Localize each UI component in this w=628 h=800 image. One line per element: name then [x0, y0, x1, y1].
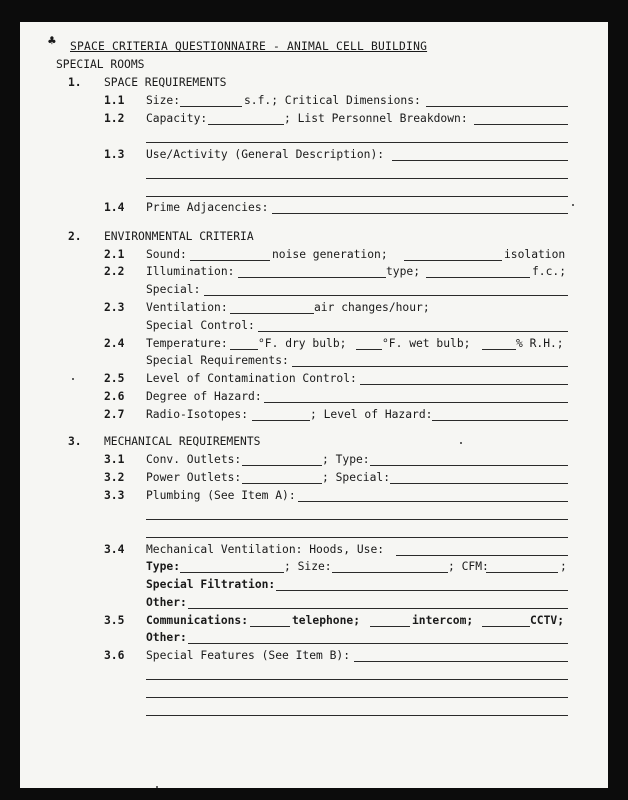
section-heading: MECHANICAL REQUIREMENTS: [104, 435, 261, 448]
degree-of-hazard-field[interactable]: [264, 402, 568, 403]
item-label: ; Type:: [322, 453, 370, 466]
section-heading: SPACE REQUIREMENTS: [104, 76, 227, 89]
hoods-use-field[interactable]: [396, 555, 568, 556]
item-number: 1.4: [104, 201, 125, 214]
use-activity-field[interactable]: [392, 160, 568, 161]
item-label: air changes/hour;: [314, 301, 430, 314]
section-number: 2.: [68, 230, 82, 243]
item-number: 3.4: [104, 543, 125, 556]
special-features-line[interactable]: [146, 715, 568, 716]
temperature-special-requirements-field[interactable]: [292, 366, 568, 367]
item-label: ;: [560, 560, 567, 573]
item-label: Illumination:: [146, 265, 235, 278]
item-label: Use/Activity (General Description):: [146, 148, 385, 161]
scan-speck: [156, 786, 158, 788]
item-label: Special Filtration:: [146, 578, 276, 591]
item-label: ; Size:: [284, 560, 332, 573]
telephone-field[interactable]: [250, 626, 290, 627]
item-number: 2.6: [104, 390, 125, 403]
item-label: Sound:: [146, 248, 187, 261]
item-number: 3.3: [104, 489, 125, 502]
item-label: isolation: [504, 248, 566, 261]
plumbing-line[interactable]: [146, 537, 568, 538]
sound-field[interactable]: [190, 260, 270, 261]
item-label: Power Outlets:: [146, 471, 242, 484]
item-label: Degree of Hazard:: [146, 390, 262, 403]
item-label: % R.H.;: [516, 337, 564, 350]
scan-speck: [572, 204, 574, 206]
dry-bulb-field[interactable]: [230, 349, 258, 350]
prime-adjacencies-field[interactable]: [272, 213, 568, 214]
item-label: Prime Adjacencies:: [146, 201, 269, 214]
illumination-field[interactable]: [238, 277, 386, 278]
special-features-line[interactable]: [146, 697, 568, 698]
item-label: s.f.; Critical Dimensions:: [244, 94, 421, 107]
level-of-hazard-field[interactable]: [432, 420, 568, 421]
item-label: Special Control:: [146, 319, 255, 332]
item-label: Special Features (See Item B):: [146, 649, 351, 662]
cctv-field[interactable]: [482, 626, 530, 627]
item-number: 3.5: [104, 614, 125, 627]
item-label: Other:: [146, 631, 187, 644]
item-number: 2.3: [104, 301, 125, 314]
ventilation-field[interactable]: [230, 313, 314, 314]
item-label: Level of Contamination Control:: [146, 372, 357, 385]
scan-speck: [460, 442, 462, 444]
item-label: ; Special:: [322, 471, 391, 484]
personnel-breakdown-field[interactable]: [474, 124, 568, 125]
item-number: 3.2: [104, 471, 125, 484]
item-label: Size:: [146, 94, 181, 107]
item-label: Capacity:: [146, 112, 208, 125]
plumbing-line[interactable]: [146, 519, 568, 520]
item-number: 3.6: [104, 649, 125, 662]
item-label: Special:: [146, 283, 201, 296]
communications-other-field[interactable]: [188, 643, 568, 644]
item-label: Conv. Outlets:: [146, 453, 242, 466]
use-activity-line[interactable]: [146, 196, 568, 197]
illumination-type-field[interactable]: [426, 277, 530, 278]
conv-outlets-type-field[interactable]: [370, 465, 568, 466]
power-outlets-special-field[interactable]: [390, 483, 568, 484]
scan-speck: [72, 378, 74, 380]
section-number: 3.: [68, 435, 82, 448]
item-label: Special Requirements:: [146, 354, 289, 367]
item-label: ; CFM:: [448, 560, 489, 573]
hood-size-field[interactable]: [332, 572, 448, 573]
item-label: CCTV;: [530, 614, 565, 627]
item-label: Plumbing (See Item A):: [146, 489, 296, 502]
use-activity-line[interactable]: [146, 178, 568, 179]
item-number: 2.5: [104, 372, 125, 385]
intercom-field[interactable]: [370, 626, 410, 627]
contamination-control-field[interactable]: [360, 384, 568, 385]
special-features-line[interactable]: [146, 679, 568, 680]
item-label: f.c.;: [532, 265, 567, 278]
item-label: telephone;: [292, 614, 361, 627]
item-label: Mechanical Ventilation: Hoods, Use:: [146, 543, 385, 556]
ventilation-special-control-field[interactable]: [258, 331, 568, 332]
item-label: Type:: [146, 560, 181, 573]
item-number: 1.1: [104, 94, 125, 107]
power-outlets-field[interactable]: [242, 483, 322, 484]
item-label: °F. dry bulb;: [258, 337, 347, 350]
item-number: 2.1: [104, 248, 125, 261]
personnel-breakdown-line[interactable]: [146, 142, 568, 143]
item-label: ; Level of Hazard:: [310, 408, 433, 421]
conv-outlets-field[interactable]: [242, 465, 322, 466]
item-number: 1.3: [104, 148, 125, 161]
item-label: Communications:: [146, 614, 249, 627]
page-subtitle: SPECIAL ROOMS: [56, 58, 145, 71]
item-number: 2.7: [104, 408, 125, 421]
item-number: 2.4: [104, 337, 125, 350]
noise-generation-field[interactable]: [404, 260, 502, 261]
hood-type-field[interactable]: [180, 572, 284, 573]
item-label: ; List Personnel Breakdown:: [284, 112, 468, 125]
item-label: Other:: [146, 596, 187, 609]
item-label: °F. wet bulb;: [382, 337, 471, 350]
section-heading: ENVIRONMENTAL CRITERIA: [104, 230, 254, 243]
size-field[interactable]: [180, 106, 242, 107]
item-number: 1.2: [104, 112, 125, 125]
wet-bulb-field[interactable]: [356, 349, 382, 350]
item-label: Radio-Isotopes:: [146, 408, 249, 421]
radio-isotopes-field[interactable]: [252, 420, 310, 421]
illumination-special-field[interactable]: [204, 295, 568, 296]
item-label: Ventilation:: [146, 301, 228, 314]
page-title: SPACE CRITERIA QUESTIONNAIRE - ANIMAL CELL BUILDING: [70, 40, 428, 53]
special-filtration-field[interactable]: [276, 590, 568, 591]
corner-mark-icon: ♣: [48, 34, 56, 49]
item-number: 3.1: [104, 453, 125, 466]
section-number: 1.: [68, 76, 82, 89]
item-label: intercom;: [412, 614, 474, 627]
rh-field[interactable]: [482, 349, 516, 350]
special-features-field[interactable]: [354, 661, 568, 662]
item-label: noise generation;: [272, 248, 388, 261]
hood-cfm-field[interactable]: [486, 572, 558, 573]
plumbing-field[interactable]: [298, 501, 568, 502]
critical-dimensions-field[interactable]: [426, 106, 568, 107]
capacity-field[interactable]: [208, 124, 284, 125]
item-label: Temperature:: [146, 337, 228, 350]
questionnaire-page: [20, 22, 608, 788]
item-number: 2.2: [104, 265, 125, 278]
ventilation-other-field[interactable]: [188, 608, 568, 609]
item-label: type;: [386, 265, 421, 278]
